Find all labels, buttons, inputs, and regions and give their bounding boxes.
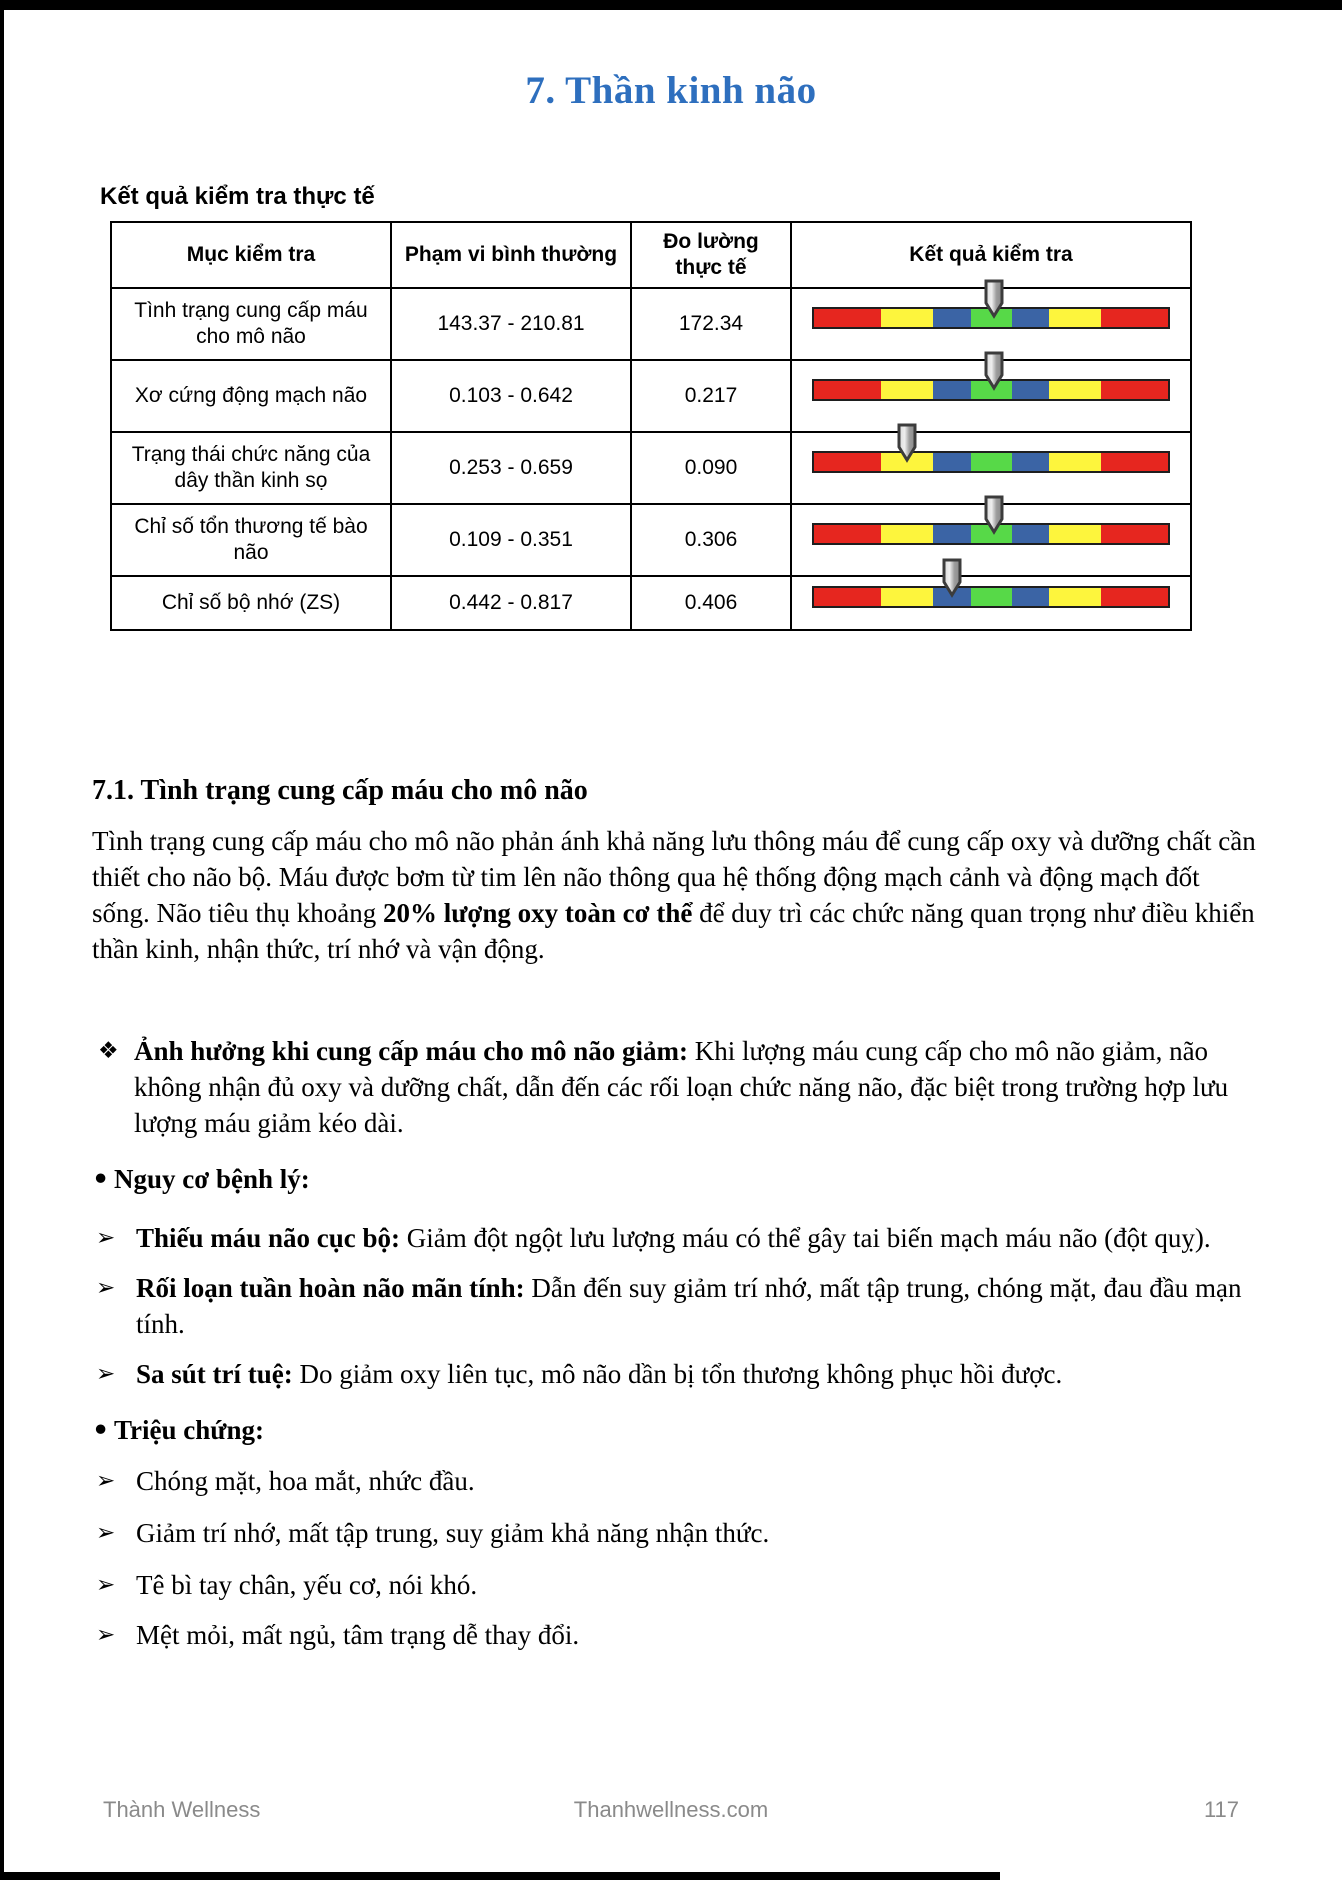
scale-segment xyxy=(1049,588,1100,606)
symptom-text xyxy=(136,1515,1258,1551)
dot-bullet-icon: • xyxy=(92,1415,110,1446)
arrow-bullet-icon: ➢ xyxy=(96,1275,116,1301)
result-bar xyxy=(812,523,1170,545)
page-title: 7. Thần kinh não xyxy=(525,69,817,112)
footer-page-number: 117 xyxy=(1203,1797,1240,1822)
risk-item xyxy=(92,1220,1258,1256)
cell-item: Trạng thái chức năng của dây thần kinh sọ xyxy=(111,432,391,504)
cell-measured-value: 0.217 xyxy=(631,360,791,432)
scale-segment xyxy=(1049,453,1100,471)
column-header: Mục kiểm tra xyxy=(111,222,391,288)
cell-item: Xơ cứng động mạch não xyxy=(111,360,391,432)
cell-measured-value: 172.34 xyxy=(631,288,791,360)
risk-text xyxy=(136,1356,1258,1392)
scale-segment xyxy=(814,309,881,327)
arrow-bullet-icon: ➢ xyxy=(96,1520,116,1546)
text: Tê bì tay chân, yếu cơ, nói khó. xyxy=(136,1570,478,1600)
scale-segment xyxy=(1101,381,1168,399)
cell-result-bar xyxy=(791,288,1191,360)
symptom-text xyxy=(136,1617,1258,1653)
scale-segment xyxy=(933,309,971,327)
down-arrow-pointer xyxy=(982,279,1006,319)
scale-segment xyxy=(1012,381,1050,399)
down-arrow-pointer xyxy=(940,558,964,598)
scale-segment xyxy=(881,525,932,543)
text: Tình trạng cung cấp máu cho mô não phản ánh khả năng lưu thông máu để cung cấp oxy và dưỡng chất cần thiết cho não bộ. Máu được bơm từ tim lên não thông qua hệ thống động mạch cảnh và động mạch đốt sống. Não tiêu thụ khoảng xyxy=(92,826,1256,928)
cell-measured-value: 0.090 xyxy=(631,432,791,504)
scale-segment xyxy=(1101,525,1168,543)
column-header: Phạm vi bình thường xyxy=(391,222,631,288)
results-table-header-row xyxy=(111,222,1191,288)
scale-segment xyxy=(881,588,932,606)
scale-segment xyxy=(1101,588,1168,606)
scale-segment xyxy=(971,588,1012,606)
risk-item xyxy=(92,1356,1258,1392)
section-heading: 7.1. Tình trạng cung cấp máu cho mô não xyxy=(92,775,588,806)
cell-result-bar xyxy=(791,432,1191,504)
scale-segment xyxy=(933,381,971,399)
bold-text: Ảnh hưởng khi cung cấp máu cho mô não giảm: xyxy=(134,1036,689,1066)
result-bar xyxy=(812,451,1170,473)
diamond-bullet-icon: ❖ xyxy=(98,1038,119,1064)
arrow-bullet-icon: ➢ xyxy=(96,1468,116,1494)
column-header: Kết quả kiểm tra xyxy=(791,222,1191,288)
color-scale-bar xyxy=(812,451,1170,473)
footer-brand: Thành Wellness xyxy=(103,1797,261,1822)
risk-item xyxy=(92,1270,1258,1342)
scale-segment xyxy=(1049,381,1100,399)
symptom-item xyxy=(92,1617,1258,1653)
scale-segment xyxy=(1049,309,1100,327)
table-row xyxy=(111,288,1191,360)
down-arrow-pointer xyxy=(895,423,919,463)
symptom-text xyxy=(136,1567,1258,1603)
symptom-heading xyxy=(92,1412,1258,1449)
cell-measured-value: 0.306 xyxy=(631,504,791,576)
page-edge-top xyxy=(0,0,1342,10)
table-row xyxy=(111,576,1191,630)
scale-segment xyxy=(881,381,932,399)
dot-bullet-icon: • xyxy=(92,1164,110,1195)
scale-segment xyxy=(814,588,881,606)
cell-normal-range: 0.442 - 0.817 xyxy=(391,576,631,630)
subhead-label: Nguy cơ bệnh lý: xyxy=(114,1164,310,1194)
bold-text: 20% lượng oxy toàn cơ thể xyxy=(382,898,693,928)
symptom-text xyxy=(136,1463,1258,1499)
table-row xyxy=(111,432,1191,504)
arrow-bullet-icon: ➢ xyxy=(96,1225,116,1251)
symptom-list xyxy=(92,1463,1258,1653)
scale-segment xyxy=(1012,525,1050,543)
text: Do giảm oxy liên tục, mô não dần bị tổn thương không phục hồi được. xyxy=(292,1359,1063,1389)
arrow-bullet-icon: ➢ xyxy=(96,1361,116,1387)
scale-segment xyxy=(1012,453,1050,471)
down-arrow-pointer xyxy=(982,495,1006,535)
arrow-bullet-icon: ➢ xyxy=(96,1622,116,1648)
cell-normal-range: 0.109 - 0.351 xyxy=(391,504,631,576)
results-table xyxy=(110,221,1192,631)
color-scale-bar xyxy=(812,586,1170,608)
arrow-bullet-icon: ➢ xyxy=(96,1572,116,1598)
bold-text: Sa sút trí tuệ: xyxy=(136,1359,293,1389)
subhead-label: Triệu chứng: xyxy=(114,1415,264,1445)
scale-segment xyxy=(1101,453,1168,471)
text: Dẫn đến suy giảm trí nhớ, mất tập trung, chóng mặt, đau đầu mạn tính. xyxy=(136,1273,1242,1339)
risk-list xyxy=(92,1220,1258,1392)
scale-segment xyxy=(971,453,1012,471)
text: Chóng mặt, hoa mắt, nhức đầu. xyxy=(136,1466,475,1496)
scale-segment xyxy=(814,525,881,543)
cell-measured-value: 0.406 xyxy=(631,576,791,630)
table-row xyxy=(111,504,1191,576)
intro-paragraph xyxy=(92,823,1258,967)
down-arrow-pointer xyxy=(982,351,1006,391)
scale-segment xyxy=(1101,309,1168,327)
cell-normal-range: 0.253 - 0.659 xyxy=(391,432,631,504)
risk-heading xyxy=(92,1161,1258,1198)
page-edge-left xyxy=(0,0,4,1880)
symptom-item xyxy=(92,1567,1258,1603)
footer-website: Thanhwellness.com xyxy=(573,1797,769,1822)
cell-result-bar xyxy=(791,576,1191,630)
cell-normal-range: 143.37 - 210.81 xyxy=(391,288,631,360)
page-footer xyxy=(0,1797,1342,1823)
scale-segment xyxy=(933,453,971,471)
cell-item: Tình trạng cung cấp máu cho mô não xyxy=(111,288,391,360)
effect-text xyxy=(134,1033,1258,1141)
result-bar xyxy=(812,307,1170,329)
bold-text: Thiếu máu não cục bộ: xyxy=(136,1223,401,1253)
text: để duy trì các chức năng quan trọng như điều khiển thần kinh, nhận thức, trí nhớ và vận động. xyxy=(92,898,1255,964)
scale-segment xyxy=(1012,309,1050,327)
effect-bullet xyxy=(92,1033,1258,1141)
page-edge-bottom xyxy=(0,1872,1000,1880)
results-table-heading: Kết quả kiểm tra thực tế xyxy=(100,183,375,210)
scale-segment xyxy=(814,381,881,399)
scale-segment xyxy=(933,525,971,543)
scale-segment xyxy=(1012,588,1050,606)
risk-text xyxy=(136,1220,1258,1256)
scale-segment xyxy=(1049,525,1100,543)
cell-normal-range: 0.103 - 0.642 xyxy=(391,360,631,432)
scale-segment xyxy=(881,309,932,327)
bold-text: Rối loạn tuần hoàn não mãn tính: xyxy=(136,1273,525,1303)
cell-result-bar xyxy=(791,504,1191,576)
column-header: Đo lường thực tế xyxy=(631,222,791,288)
text: Khi lượng máu cung cấp cho mô não giảm, não không nhận đủ oxy và dưỡng chất, dẫn đến các rối loạn chức năng não, đặc biệt trong trường hợp lưu lượng máu giảm kéo dài. xyxy=(134,1036,1229,1138)
cell-item: Chỉ số bộ nhớ (ZS) xyxy=(111,576,391,630)
section-7-1 xyxy=(92,773,1258,1653)
symptom-item xyxy=(92,1463,1258,1499)
scale-segment xyxy=(814,453,881,471)
text: Giảm trí nhớ, mất tập trung, suy giảm khả năng nhận thức. xyxy=(136,1518,770,1548)
result-bar xyxy=(812,586,1170,608)
text: Giảm đột ngột lưu lượng máu có thể gây tai biến mạch máu não (đột quỵ). xyxy=(400,1223,1211,1253)
risk-text xyxy=(136,1270,1258,1342)
cell-result-bar xyxy=(791,360,1191,432)
result-bar xyxy=(812,379,1170,401)
cell-item: Chỉ số tổn thương tế bào não xyxy=(111,504,391,576)
text: Mệt mỏi, mất ngủ, tâm trạng dễ thay đổi. xyxy=(136,1620,580,1650)
symptom-item xyxy=(92,1515,1258,1551)
table-row xyxy=(111,360,1191,432)
